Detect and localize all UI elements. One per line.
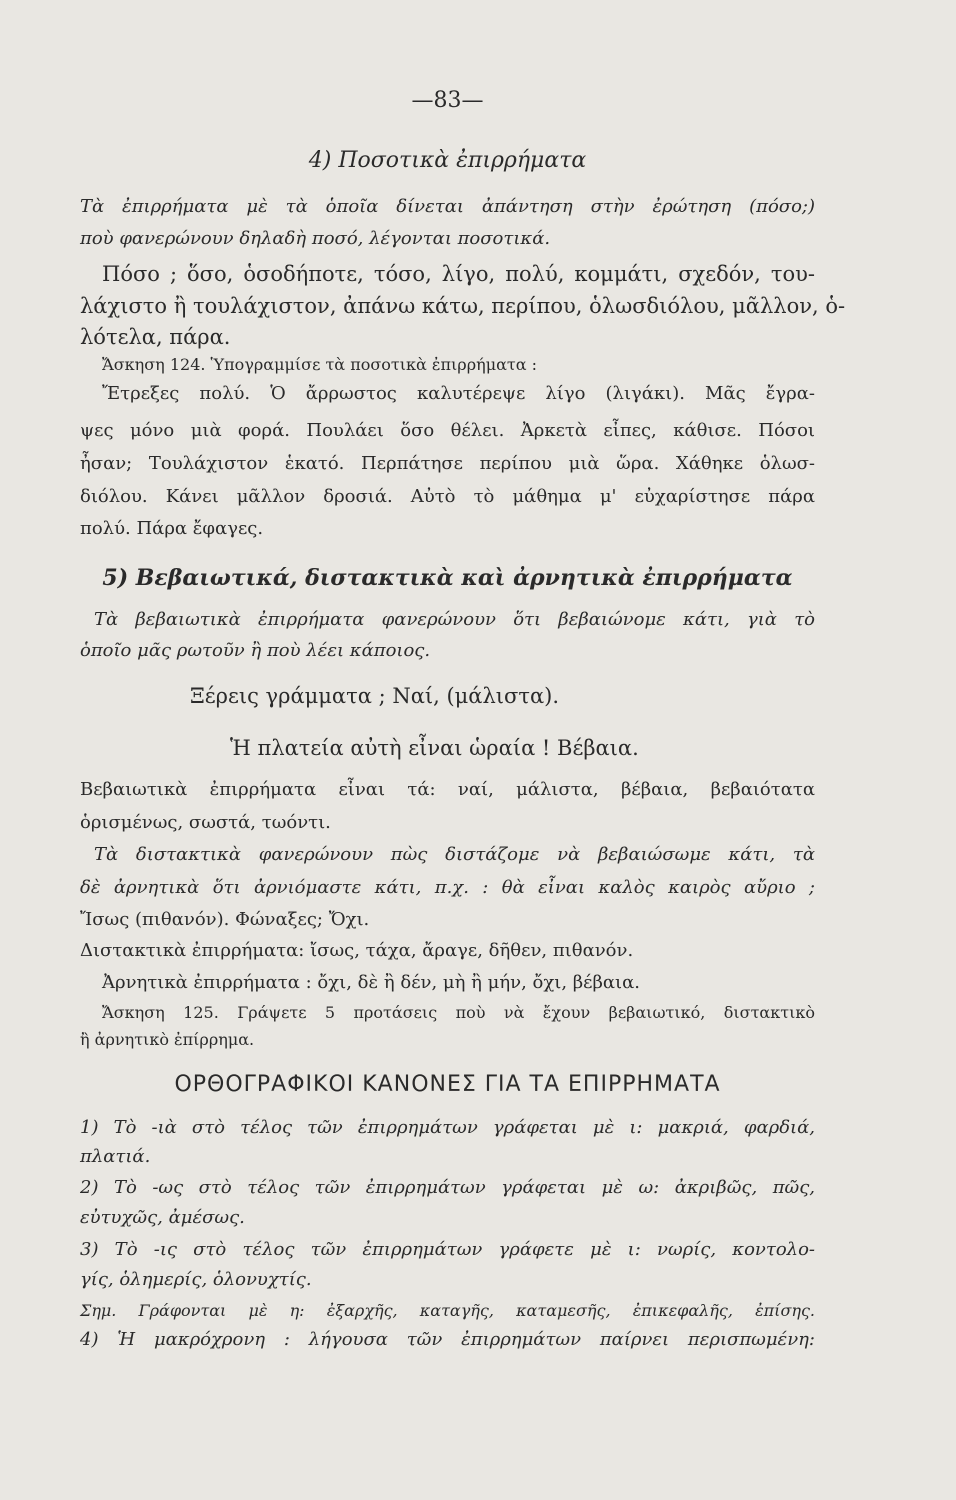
section-5-doubt-line-2: δὲ ἀρνητικὰ ὅτι ἀρνιόμαστε κάτι, π.χ. : θὰ εἶναι καλὸς καιρὸς αὔριο ; — [80, 877, 815, 898]
section-5-example-1: Ξέρεις γράμματα ; Ναί, (μάλιστα). — [190, 684, 560, 708]
section-5-doubt-line-3: Ἴσως (πιθανόν). Φώναξες; Ὄχι. — [80, 909, 370, 930]
exercise-124-line-5: πολύ. Πάρα ἔφαγες. — [80, 518, 264, 539]
section-5-affirm-line-1: Βεβαιωτικὰ ἐπιρρήματα εἶναι τά: ναί, μάλιστα, βέβαια, βεβαιότατα — [80, 779, 815, 800]
section-5-title: 5) Βεβαιωτικά, διστακτικὰ καὶ ἀρνητικὰ ἐπιρρήματα — [102, 565, 793, 591]
rule-3-line-2: γίς, ὁλημερίς, ὁλονυχτίς. — [80, 1269, 312, 1290]
section-4-intro-line-2: ποὺ φανερώνουν δηλαδὴ ποσό, λέγονται ποσοτικά. — [80, 228, 551, 249]
exercise-124-line-4: διόλου. Κάνει μᾶλλον δροσιά. Αὐτὸ τὸ μάθημα μ' εὐχαρίστησε πάρα — [80, 486, 815, 507]
section-4-list-line-2: λάχιστο ἢ τουλάχιστον, ἀπάνω κάτω, περίπου, ὁλωσδιόλου, μᾶλλον, ὁ- — [80, 294, 846, 318]
rule-2-line-2: εὐτυχῶς, ἀμέσως. — [80, 1207, 245, 1228]
exercise-124-line-1: Ἔτρεξες πολύ. Ὁ ἄρρωστος καλυτέρεψε λίγο (λιγάκι). Μᾶς ἔγρα- — [102, 383, 815, 404]
rule-1-line-2: πλατιά. — [80, 1146, 151, 1167]
page-number: —83— — [411, 88, 484, 113]
rules-note: Σημ. Γράφονται μὲ η: ἐξαρχῆς, καταγῆς, καταμεσῆς, ἐπικεφαλῆς, ἐπίσης. — [80, 1301, 815, 1320]
exercise-124-line-2: ψες μόνο μιὰ φορά. Πουλάει ὅσο θέλει. Ἀρκετὰ εἶπες, κάθισε. Πόσοι — [80, 420, 815, 441]
section-5-doubt-line-1: Τὰ διστακτικὰ φανερώνουν πὼς διστάζομε νὰ βεβαιώσωμε κάτι, τὰ — [94, 844, 815, 865]
rule-1-line-1: 1) Τὸ -ιὰ στὸ τέλος τῶν ἐπιρρημάτων γράφεται μὲ ι: μακριά, φαρδιά, — [80, 1117, 815, 1138]
rules-title: ΟΡΘΟΓΡΑΦΙΚΟΙ ΚΑΝΟΝΕΣ ΓΙΑ ΤΑ ΕΠΙΡΡΗΜΑΤΑ — [174, 1072, 721, 1097]
rule-4-line-1: 4) Ἡ μακρόχρονη : λήγουσα τῶν ἐπιρρημάτων παίρνει περισπωμένη: — [80, 1329, 815, 1350]
section-4-title: 4) Ποσοτικὰ ἐπιρρήματα — [308, 148, 587, 173]
section-5-example-2: Ἡ πλατεία αὐτὴ εἶναι ὡραία ! Βέβαια. — [230, 736, 639, 760]
section-5-intro-line-2: ὁποῖο μᾶς ρωτοῦν ἢ ποὺ λέει κάποιος. — [80, 640, 431, 661]
rule-2-line-1: 2) Τὸ -ως στὸ τέλος τῶν ἐπιρρημάτων γράφεται μὲ ω: ἀκριβῶς, πῶς, — [80, 1177, 815, 1198]
section-4-list-line-1: Πόσο ; ὅσο, ὁσοδήποτε, τόσο, λίγο, πολύ, κομμάτι, σχεδόν, του- — [102, 262, 815, 286]
section-5-negative-list: Ἀρνητικὰ ἐπιρρήματα : ὄχι, δὲ ἢ δέν, μὴ ἢ μήν, ὄχι, βέβαια. — [102, 972, 640, 993]
section-5-doubt-list: Διστακτικὰ ἐπιρρήματα: ἴσως, τάχα, ἄραγε, δῆθεν, πιθανόν. — [80, 940, 634, 961]
exercise-125-line-2: ἢ ἀρνητικὸ ἐπίρρημα. — [80, 1030, 255, 1049]
exercise-124-line-3: ἦσαν; Τουλάχιστον ἑκατό. Περπάτησε περίπου μιὰ ὥρα. Χάθηκε ὁλωσ- — [80, 453, 815, 474]
section-5-intro-line-1: Τὰ βεβαιωτικὰ ἐπιρρήματα φανερώνουν ὅτι βεβαιώνομε κάτι, γιὰ τὸ — [94, 609, 815, 630]
rule-3-line-1: 3) Τὸ -ις στὸ τέλος τῶν ἐπιρρημάτων γράφετε μὲ ι: νωρίς, κοντολο- — [80, 1239, 815, 1260]
section-4-list-line-3: λότελα, πάρα. — [80, 325, 231, 349]
exercise-125-line-1: Ἄσκηση 125. Γράψετε 5 προτάσεις ποὺ νὰ ἔχουν βεβαιωτικό, διστακτικὸ — [102, 1003, 815, 1022]
section-5-affirm-line-2: ὁρισμένως, σωστά, τωόντι. — [80, 812, 331, 833]
exercise-124-heading: Ἄσκηση 124. Ὑπογραμμίσε τὰ ποσοτικὰ ἐπιρρήματα : — [102, 355, 538, 374]
section-4-intro-line-1: Τὰ ἐπιρρήματα μὲ τὰ ὁποῖα δίνεται ἀπάντηση στὴν ἐρώτηση (πόσο;) — [80, 196, 815, 217]
